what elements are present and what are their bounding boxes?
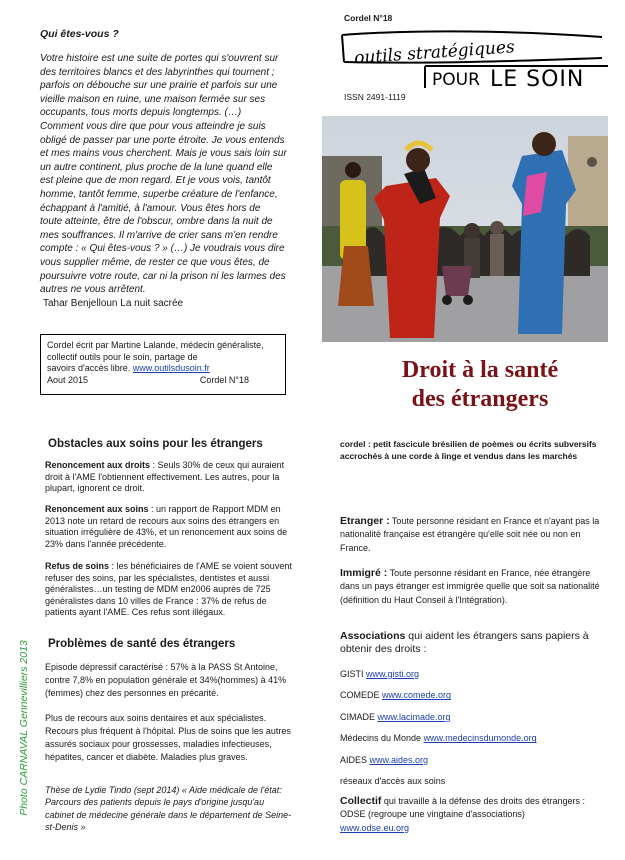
poem-author: Tahar Benjelloun La nuit sacrée bbox=[43, 298, 184, 309]
associations-heading: Associations qui aident les étrangers sans papiers à obtenir des droits : bbox=[340, 630, 589, 656]
odse-link[interactable]: www.odse.eu.org bbox=[340, 822, 410, 833]
etranger-definition: Etranger : Toute personne résidant en France et n'ayant pas la nationalité française est étrangère qu'elle soit née ou non en France. bbox=[340, 515, 600, 553]
gisti-link[interactable]: www.gisti.org bbox=[366, 669, 420, 679]
list-item: Médecins du Monde www.medecinsdumonde.org bbox=[340, 733, 537, 744]
credit-line: Cordel écrit par Martine Lalande, médecin généraliste, bbox=[47, 340, 264, 350]
svg-text:outils stratégiques: outils stratégiques bbox=[353, 37, 516, 69]
photo-caption: Photo CARNAVAL Gennevilliers 2013 bbox=[18, 640, 30, 816]
comede-link[interactable]: www.comede.org bbox=[382, 690, 452, 701]
list-item: CIMADE www.lacimade.org bbox=[340, 711, 451, 722]
obstacle-paragraph: Renoncement aux droits : Seuls 30% de ceux qui auraient droit à l'AME l'obtiennent effectivement. Les autres, pour la plupart, ignorent ce droit. bbox=[45, 460, 285, 494]
cordel-definition: cordel : petit fascicule brésilien de poèmes ou écrits subversifs accrochés à une corde à linge et vendus dans les marchés bbox=[340, 439, 597, 461]
credit-number: Cordel N°18 bbox=[199, 374, 249, 385]
associations-list bbox=[340, 668, 602, 797]
immigre-definition: Immigré : Toute personne résidant en France, née étrangère dans un pays étranger est immigrée quelle que soit sa nationalité (définition du Haut Conseil à l'Intégration). bbox=[340, 567, 600, 605]
aides-link[interactable]: www.aides.org bbox=[369, 754, 429, 765]
medecinsdumonde-link[interactable]: www.medecinsdumonde.org bbox=[423, 733, 537, 744]
list-item: COMEDE www.comede.org bbox=[340, 690, 452, 701]
list-item: réseaux d'accès aux soins bbox=[340, 776, 446, 787]
poem-text: Votre histoire est une suite de portes qui s'ouvrent sur des territoires blancs et des labyrinthes qui tournent ; parfois on débouche sur une prairie et parfois sur une vieille maison en ruine, une maison fermée sur ses occupants, tous morts depuis longtemps. (…) Comment vous dire que pour vous atteindre je suis obligé de passer par une porte étroite. Je vous entends et mes mains vous cherchent. Mais je vous sais loin sur un autre continent, plus proche de la lune quand elle est pleine que de mon regard. Et je vous vois, tantôt homme, tantôt femme, superbe créature de l'enfance, échappant à l'amitié, à l'amour. Vous êtes hors de toute atteinte, être de l'obscur, ombre dans la nuit de mes souffrances. Il m'arrive de crier sans m'en rendre compte : « Qui êtes-vous ? » (…) Je voudrais vous dire vous supplier même, de rester ce que vous êtes, de poursuivre votre route, car ni la prison ni les larmes des autres ne vous arrêtent. bbox=[40, 53, 287, 296]
cordel-number: Cordel N°18 bbox=[344, 13, 393, 23]
obstacles-heading: Obstacles aux soins pour les étrangers bbox=[48, 438, 263, 450]
svg-text:POUR: POUR bbox=[432, 70, 480, 90]
list-item: GISTI www.gisti.org bbox=[340, 669, 420, 679]
credit-box: Cordel écrit par Martine Lalande, médecin généraliste, collectif outils pour le soin, partage de savoirs d'accès libre. www.outilsdusoin.fr Aout 2015 Cordel N°18 bbox=[40, 334, 286, 395]
problem-paragraph: Plus de recours aux soins dentaires et aux spécialistes. Recours plus fréquent à l'hôpital. Plus de soins que les autres assurés sociaux pour grossesses, maladies infectieuses, hépatites, cancer et diabète. Maladies plus graves. bbox=[45, 713, 291, 762]
carnival-photo bbox=[322, 116, 608, 342]
credit-line: collectif outils pour le soin, partage de bbox=[47, 351, 198, 362]
page-title: Droit à la santé des étrangers bbox=[401, 357, 559, 412]
outils-pour-le-soin-logo bbox=[340, 28, 610, 92]
credit-date: Aout 2015 bbox=[47, 374, 89, 385]
obstacle-paragraph: Refus de soins : les bénéficiaires de l'AME se voient souvent refuser des soins, par les spécialistes, dentistes et aussi généralistes…un testing de MDM en2006 auprès de 725 généralistes dans 10 villes de France : 37% de refus de patients ayant l'AME. Ces refus sont illégaux. bbox=[45, 561, 292, 618]
problem-paragraph: Episode dépressif caractérisé : 57% à la PASS St Antoine, contre 7,8% en population générale et 34%(hommes) à 41%(femmes) chez des personnes en précarité. bbox=[45, 662, 287, 698]
obstacle-paragraph: Renoncement aux soins : un rapport de Rapport MDM en 2013 note un retard de recours aux soins des étrangers en situation irrégulière de 43%, et un renoncement aux soins de 23% dans l'année précédente. bbox=[45, 504, 288, 549]
thesis-reference: Thèse de Lydie Tindo (sept 2014) « Aide médicale de l'état: Parcours des patients depuis le pays d'origine jusqu'au cabinet de médecine générale dans le département de Seine-st-Denis » bbox=[45, 785, 292, 833]
poem-title: Qui êtes-vous ? bbox=[40, 28, 119, 40]
problems-heading: Problèmes de santé des étrangers bbox=[48, 638, 236, 650]
outilsdusoin-link[interactable]: www.outilsdusoin.fr bbox=[132, 363, 210, 373]
list-item: AIDES www.aides.org bbox=[340, 754, 429, 765]
svg-text:LE SOIN: LE SOIN bbox=[490, 67, 585, 92]
collectif-paragraph: Collectif qui travaille à la défense des droits des étrangers : ODSE (regroupe une vingtaine d'associations) www.odse.eu.org bbox=[340, 795, 586, 833]
issn: ISSN 2491-1119 bbox=[344, 92, 406, 102]
cimade-link[interactable]: www.lacimade.org bbox=[377, 711, 451, 722]
